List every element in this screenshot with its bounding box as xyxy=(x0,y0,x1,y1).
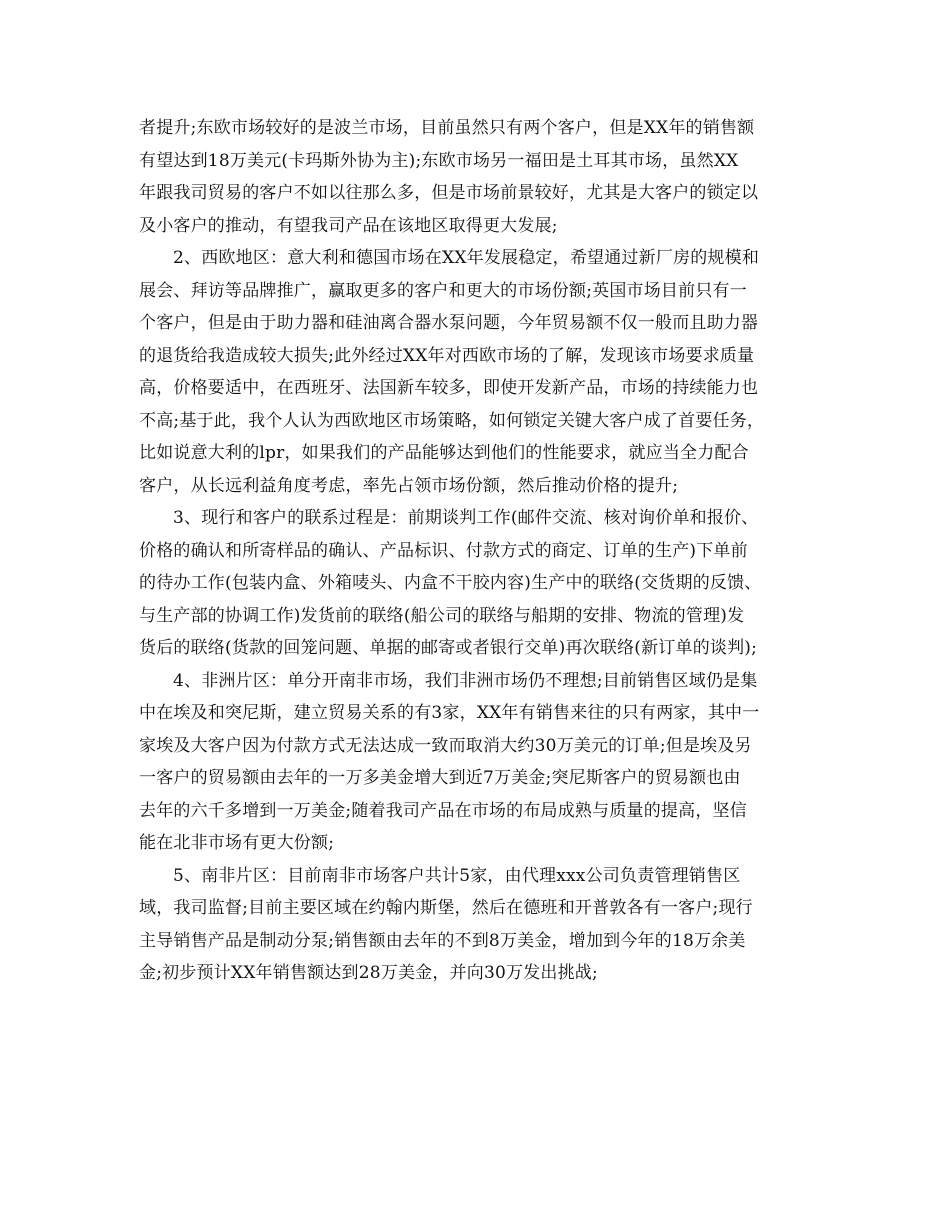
text-line: 与生产部的协调工作)发货前的联络(船公司的联络与船期的安排、物流的管理)发 xyxy=(139,605,745,626)
text-line: 金;初步预计XX年销售额达到28万美金，并向30万发出挑战; xyxy=(139,963,598,983)
text-line: 域，我司监督;目前主要区域在约翰内斯堡，然后在德班和开普敦各有一客户;现行 xyxy=(139,898,753,918)
text-line: 价格的确认和所寄样品的确认、产品标识、付款方式的商定、订单的生产)下单前 xyxy=(139,540,748,561)
text-line: 不高;基于此，我个人认为西欧地区市场策略，如何锁定关键大客户成了首要任务， xyxy=(139,410,765,431)
text-line: 及小客户的推动，有望我司产品在该地区取得更大发展; xyxy=(139,215,558,236)
paragraph-first-line: 3、现行和客户的联系过程是：前期谈判工作(邮件交流、核对询价单和报价、 xyxy=(173,508,759,528)
text-line: 高，价格要适中，在西班牙、法国新车较多，即使开发新产品，市场的持续能力也 xyxy=(139,378,759,398)
text-line: 者提升;东欧市场较好的是波兰市场，目前虽然只有两个客户，但是XX年的销售额 xyxy=(139,118,755,138)
text-line: 主导销售产品是制动分泵;销售额由去年的不到8万美金，增加到今年的18万余美 xyxy=(139,930,746,951)
text-line: 的待办工作(包装内盒、外箱唛头、内盒不干胶内容)生产中的联络(交货期的反馈、 xyxy=(139,573,762,593)
text-line: 货后的联络(货款的回笼问题、单据的邮寄或者银行交单)再次联络(新订单的谈判); xyxy=(139,638,758,658)
text-line: 年跟我司贸易的客户不如以往那么多，但是市场前景较好，尤其是大客户的锁定以 xyxy=(139,183,759,203)
text-line: 一客户的贸易额由去年的一万多美金增大到近7万美金;突尼斯客户的贸易额也由 xyxy=(139,768,741,788)
text-line: 能在北非市场有更大份额; xyxy=(139,833,335,853)
text-line: 的退货给我造成较大损失;此外经过XX年对西欧市场的了解，发现该市场要求质量 xyxy=(139,345,755,366)
text-line: 展会、拜访等品牌推广，赢取更多的客户和更大的市场份额;英国市场目前只有一 xyxy=(139,280,747,301)
text-line: 家埃及大客户因为付款方式无法达成一致而取消大约30万美元的订单;但是埃及另 xyxy=(139,735,752,756)
paragraph-first-line: 2、西欧地区：意大利和德国市场在XX年发展稳定，希望通过新厂房的规模和 xyxy=(173,248,760,268)
paragraph-first-line: 5、南非片区：目前南非市场客户共计5家，由代理xxx公司负责管理销售区 xyxy=(173,865,741,886)
paragraph-first-line: 4、非洲片区：单分开南非市场，我们非洲市场仍不理想;目前销售区域仍是集 xyxy=(173,670,758,691)
text-line: 客户，从长远利益角度考虑，率先占领市场份额，然后推动价格的提升; xyxy=(139,475,679,496)
text-line: 比如说意大利的lpr，如果我们的产品能够达到他们的性能要求，就应当全力配合 xyxy=(139,443,749,463)
text-line: 去年的六千多增到一万美金;随着我司产品在市场的布局成熟与质量的提高，坚信 xyxy=(139,800,747,821)
text-line: 中在埃及和突尼斯，建立贸易关系的有3家，XX年有销售来往的只有两家，其中一 xyxy=(139,703,760,723)
text-line: 个客户，但是由于助力器和硅油离合器水泵问题，今年贸易额不仅一般而且助力器 xyxy=(139,313,759,333)
document-body xyxy=(139,112,814,990)
text-line: 有望达到18万美元(卡玛斯外协为主);东欧市场另一福田是土耳其市场，虽然XX xyxy=(139,150,739,171)
